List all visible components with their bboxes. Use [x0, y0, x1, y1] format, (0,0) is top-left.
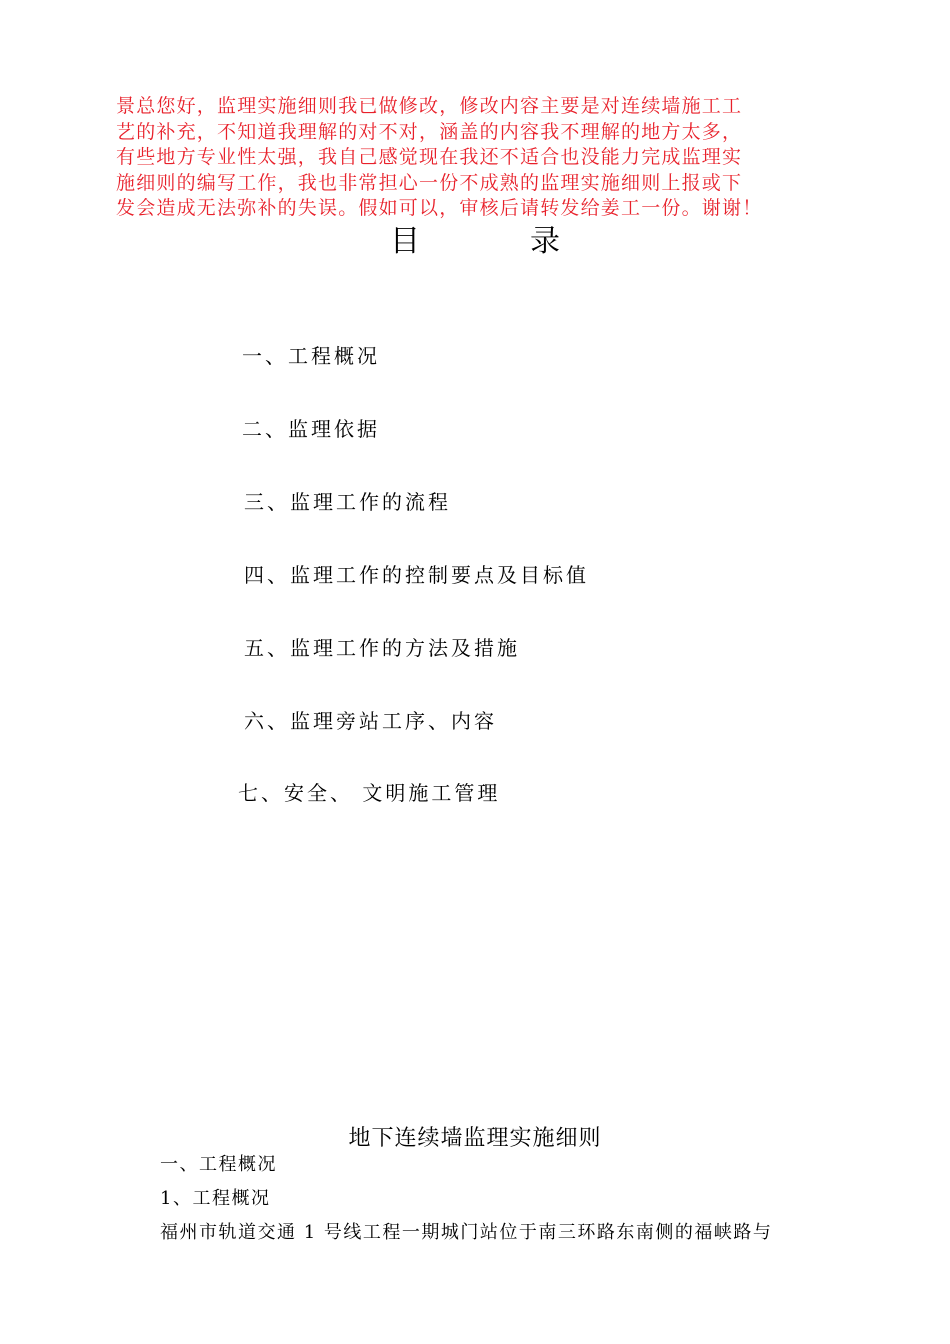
section-heading: 一、工程概况 [160, 1154, 277, 1175]
toc-item-overview: 一、工程概况 [242, 344, 380, 368]
note-line: 有些地方专业性太强，我自己感觉现在我还不适合也没能力完成监理实 [116, 146, 743, 168]
note-line: 发会造成无法弥补的失误。假如可以，审核后请转发给姜工一份。谢谢！ [116, 197, 763, 219]
toc-item-workflow: 三、监理工作的流程 [244, 490, 451, 514]
toc-item-side-station: 六、监理旁站工序、内容 [244, 709, 497, 733]
document-title: 地下连续墙监理实施细则 [348, 1126, 602, 1151]
paragraph-line: 福州市轨道交通 1 号线工程一期城门站位于南三环路东南侧的福峡路与 [160, 1222, 773, 1243]
toc-item-methods: 五、监理工作的方法及措施 [244, 636, 520, 660]
note-line: 艺的补充，不知道我理解的对不对，涵盖的内容我不理解的地方太多， [116, 120, 743, 143]
toc-title-left: 目 [390, 224, 420, 259]
toc-item-basis: 二、监理依据 [242, 417, 380, 441]
toc-item-safety: 七、安全、 文明施工管理 [238, 781, 501, 805]
note-line: 景总您好，监理实施细则我已做修改，修改内容主要是对连续墙施工工 [116, 95, 743, 117]
subsection-heading: 1、工程概况 [160, 1188, 271, 1209]
toc-title-right: 录 [530, 224, 560, 259]
note-line: 施细则的编写工作，我也非常担心一份不成熟的监理实施细则上报或下 [116, 171, 743, 194]
review-note [116, 94, 866, 222]
toc-item-control-points: 四、监理工作的控制要点及目标值 [244, 563, 589, 587]
toc-title [0, 222, 950, 262]
